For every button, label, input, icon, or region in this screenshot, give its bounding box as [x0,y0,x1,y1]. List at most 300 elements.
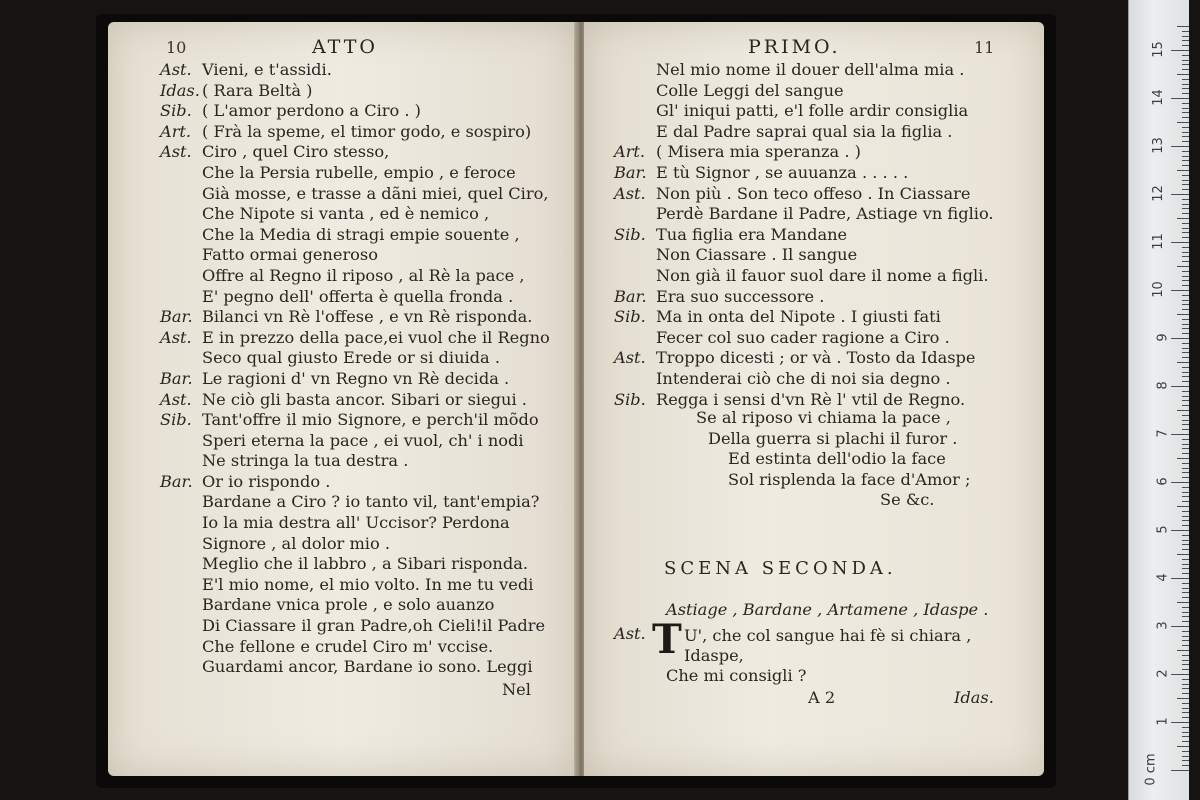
ruler-label: 14 [1151,89,1167,106]
verse-text: Ciro , quel Ciro stesso, [202,142,390,162]
ruler-tick [1171,50,1189,51]
speaker-label: Art. [160,121,192,141]
text-line [108,431,578,452]
text-line [108,595,578,616]
ruler-label: 3 [1155,621,1171,630]
speaker-label: Bar. [614,162,647,182]
drop-cap: T [652,616,682,663]
ruler-tick [1182,108,1189,109]
ruler-tick [1182,55,1189,56]
ruler-tick [1171,146,1189,147]
ruler-tick [1182,64,1189,65]
ruler-tick [1182,631,1189,632]
ruler-tick [1182,160,1189,161]
ruler-tick [1182,655,1189,656]
ruler-tick [1171,626,1189,627]
ruler-tick [1182,405,1189,406]
ruler-tick [1177,218,1189,219]
verse-text: E'l mio nome, el mio volto. In me tu vedi [202,574,534,594]
ruler-tick [1171,194,1189,195]
text-line [108,369,578,390]
scene-line-2: Idaspe, [684,646,744,665]
verse-text: Signore , al dolor mio . [202,533,391,553]
ruler-tick [1182,112,1189,113]
text-line [108,616,578,637]
ruler-tick [1182,141,1189,142]
verse-text: Guardami ancor, Bardane io sono. Leggi [202,657,533,677]
ruler-tick [1177,698,1189,699]
ruler-tick [1171,242,1189,243]
ruler-tick [1182,213,1189,214]
scene-line-3: Che mi consigli ? [666,666,807,685]
right-text-block [584,60,1044,410]
text-line [108,472,578,493]
verse-text: Fecer col suo cader ragione a Ciro . [656,327,950,347]
ruler-tick [1182,439,1189,440]
ruler-tick [1182,760,1189,761]
ruler-tick [1182,276,1189,277]
text-line [108,225,578,246]
speaker-label: Ast. [160,389,192,409]
text-line [108,451,578,472]
ruler-tick [1177,602,1189,603]
ruler-tick [1182,300,1189,301]
ruler-tick [1171,722,1189,723]
ruler-label: 7 [1155,429,1171,438]
ruler-tick [1182,669,1189,670]
ruler-tick [1171,290,1189,291]
running-head-left: ATTO [312,36,378,58]
ruler-tick [1182,324,1189,325]
verse-text: Regga i sensi d'vn Rè l' vtil de Regno. [656,389,966,409]
left-page [108,22,578,776]
text-line [584,369,1044,390]
speaker-label: Sib. [614,389,646,409]
ruler-tick [1182,429,1189,430]
ruler-tick [1182,549,1189,550]
ruler-tick [1182,180,1189,181]
ruler-tick [1182,136,1189,137]
ruler-tick [1182,463,1189,464]
verse-text: Tua figlia era Mandane [656,224,848,244]
text-line [584,245,1044,266]
verse-text: Bardane vnica prole , e solo auanzo [202,595,495,615]
verse-text: Che fellone e crudel Ciro m' vccise. [202,636,494,656]
ruler-tick [1182,151,1189,152]
verse-text: Fatto ormai generoso [202,245,378,265]
ruler-tick [1177,746,1189,747]
ruler-tick [1182,247,1189,248]
text-line [108,266,578,287]
ruler-tick [1182,751,1189,752]
text-line [108,101,578,122]
ruler-label: 5 [1155,525,1171,534]
ruler-tick [1182,717,1189,718]
verse-text: Era suo successore . [656,286,825,306]
ruler-tick [1182,453,1189,454]
verse-text: Ne stringa la tua destra . [202,451,409,471]
ruler-tick [1182,693,1189,694]
text-line [584,184,1044,205]
ruler-label: 9 [1155,333,1171,342]
speaker-label: Ast. [614,183,646,203]
speaker-label: Art. [614,142,646,162]
text-line [108,287,578,308]
text-line [108,307,578,328]
ruler-tick [1177,74,1189,75]
text-line [584,204,1044,225]
verse-text: ( Misera mia speranza . ) [656,142,861,162]
ruler-tick [1171,338,1189,339]
aria-line: Della guerra si plachi il furor . [708,428,958,448]
ruler-tick [1182,568,1189,569]
text-line [108,637,578,658]
ruler-tick [1182,496,1189,497]
ruler-tick [1182,688,1189,689]
text-line [584,307,1044,328]
text-line [584,101,1044,122]
verse-text: Ne ciò gli basta ancor. Sibari or siegui . [202,389,527,409]
page-number-right: 11 [974,38,995,57]
ruler-tick [1182,564,1189,565]
ruler-tick [1177,26,1189,27]
verse-text: ( Rara Beltà ) [202,80,313,100]
ruler-tick [1182,88,1189,89]
ruler-tick [1182,448,1189,449]
ruler-tick [1182,309,1189,310]
verse-text: Ma in onta del Nipote . I giusti fati [656,307,941,327]
ruler-tick [1182,60,1189,61]
ruler-label: 13 [1151,137,1167,154]
verse-text: Seco qual giusto Erede or si diuida . [202,348,500,368]
verse-text: Meglio che il labbro , a Sibari risponda. [202,554,529,574]
ruler-tick [1182,765,1189,766]
ruler-tick [1182,511,1189,512]
ruler-tick [1182,381,1189,382]
ruler-tick [1177,122,1189,123]
verse-text: ( L'amor perdono a Ciro . ) [202,101,421,121]
ruler-tick [1182,319,1189,320]
ruler-tick [1182,372,1189,373]
ruler-tick [1171,482,1189,483]
text-line [108,575,578,596]
ruler-tick [1182,40,1189,41]
ruler-tick [1182,573,1189,574]
ruler-tick [1182,237,1189,238]
ruler-tick [1182,93,1189,94]
aria-line: Ed estinta dell'odio la face [728,449,946,469]
ruler-tick [1171,98,1189,99]
verse-text: Colle Leggi del sangue [656,80,844,100]
verse-text: Che la Persia rubelle, empio , e feroce [202,162,516,182]
ruler-tick [1182,156,1189,157]
verse-text: Offre al Regno il riposo , al Rè la pace , [202,265,525,285]
ruler-tick [1182,343,1189,344]
verse-text: Perdè Bardane il Padre, Astiage vn figlio. [656,204,994,224]
ruler-tick [1182,520,1189,521]
catchword-left: Nel [502,680,531,699]
ruler-tick [1182,271,1189,272]
verse-text: Vieni, e t'assidi. [202,60,332,79]
ruler-tick [1182,612,1189,613]
speaker-label: Sib. [614,224,646,244]
verse-text: E tù Signor , se auuanza . . . . . [656,162,909,182]
scene-speaker: Ast. [614,624,646,643]
ruler-label: 0 cm [1143,753,1159,786]
text-line [108,513,578,534]
ruler-tick [1171,434,1189,435]
ruler-tick [1182,175,1189,176]
verse-text: Che Nipote si vanta , ed è nemico , [202,204,490,224]
ruler-tick [1182,616,1189,617]
text-line [584,287,1044,308]
speaker-label: Idas. [160,80,200,100]
ruler-tick [1182,741,1189,742]
text-line [584,142,1044,163]
ruler-label: 4 [1155,573,1171,582]
ruler-label: 1 [1155,717,1171,726]
ruler-tick [1182,69,1189,70]
verse-text: Or io rispondo . [202,471,331,491]
ruler-tick [1182,544,1189,545]
verse-text: E' pegno dell' offerta è quella fronda . [202,286,514,306]
ruler-tick [1182,36,1189,37]
text-line [108,348,578,369]
aria-line: Se &c. [880,490,935,510]
ruler-tick [1177,650,1189,651]
ruler-tick [1182,516,1189,517]
ruler-tick [1182,228,1189,229]
verse-text: Già mosse, e trasse a dãni miei, quel Ciro, [202,183,549,203]
ruler-tick [1182,232,1189,233]
ruler-tick [1182,487,1189,488]
ruler-tick [1182,208,1189,209]
speaker-label: Bar. [160,471,193,491]
text-line [584,81,1044,102]
text-line [584,163,1044,184]
text-line [108,163,578,184]
ruler-tick [1182,583,1189,584]
speaker-label: Sib. [160,101,192,121]
ruler-tick [1182,535,1189,536]
page-number-left: 10 [166,38,187,57]
verse-text: Non più . Son teco offeso . In Ciassare [656,183,971,203]
aria-line: Se al riposo vi chiama la pace , [696,408,951,427]
text-line [108,81,578,102]
ruler-tick [1177,410,1189,411]
speaker-label: Bar. [614,286,647,306]
verse-text: Di Ciassare il gran Padre,oh Cieli!il Padre [202,616,546,636]
text-line [108,554,578,575]
ruler-tick [1182,525,1189,526]
ruler-tick [1182,420,1189,421]
text-line [584,60,1044,81]
verse-text: Speri eterna la pace , ei vuol, ch' i nodi [202,430,524,450]
signature-mark: A 2 [808,688,836,707]
ruler-tick [1182,588,1189,589]
ruler-tick [1182,501,1189,502]
ruler-tick [1182,708,1189,709]
verse-text: Tant'offre il mio Signore, e perch'il mõdo [202,410,539,430]
ruler-tick [1182,621,1189,622]
ruler-tick [1182,348,1189,349]
verse-text: Che la Media di stragi empie souente , [202,224,520,244]
ruler-tick [1182,45,1189,46]
verse-text: Le ragioni d' vn Regno vn Rè decida . [202,368,510,388]
text-line [108,245,578,266]
ruler-tick [1182,295,1189,296]
ruler-tick [1182,492,1189,493]
ruler-tick [1182,415,1189,416]
speaker-label: Bar. [160,307,193,327]
ruler-tick [1182,328,1189,329]
ruler-tick [1182,540,1189,541]
ruler-tick [1182,712,1189,713]
speaker-label: Ast. [614,348,646,368]
ruler-tick [1171,674,1189,675]
text-line [108,657,578,678]
ruler-tick [1171,578,1189,579]
ruler-tick [1182,304,1189,305]
text-line [108,492,578,513]
text-line [584,348,1044,369]
ruler-tick [1182,477,1189,478]
ruler-label: 8 [1155,381,1171,390]
ruler-tick [1182,376,1189,377]
cast-list: Astiage , Bardane , Artamene , Idaspe . [666,600,989,619]
ruler-tick [1182,285,1189,286]
speaker-label: Bar. [160,368,193,388]
measuring-ruler [1128,0,1189,800]
speaker-label: Sib. [614,307,646,327]
catchword-right: Idas. [954,688,994,707]
scene-title: SCENA SECONDA. [664,558,897,579]
ruler-tick [1182,84,1189,85]
text-line [108,60,578,81]
verse-text: Gl' iniqui patti, e'l folle ardir consiglia [656,101,969,121]
ruler-label: 2 [1155,669,1171,678]
ruler-label: 15 [1151,41,1167,58]
text-line [108,390,578,411]
ruler-tick [1182,684,1189,685]
ruler-label: 6 [1155,477,1171,486]
ruler-tick [1171,530,1189,531]
ruler-tick [1182,165,1189,166]
ruler-tick [1182,607,1189,608]
text-line [108,328,578,349]
ruler-tick [1182,727,1189,728]
ruler-tick [1182,127,1189,128]
text-line [584,266,1044,287]
text-line [108,204,578,225]
ruler-tick [1177,314,1189,315]
ruler-tick [1182,204,1189,205]
ruler-tick [1182,424,1189,425]
text-line [584,328,1044,349]
verse-text: Bilanci vn Rè l'offese , e vn Rè risponda. [202,307,533,327]
ruler-tick [1177,458,1189,459]
ruler-tick [1182,79,1189,80]
verse-text: Bardane a Ciro ? io tanto vil, tant'empia? [202,492,540,512]
ruler-tick [1182,732,1189,733]
ruler-tick [1182,352,1189,353]
ruler-tick [1182,199,1189,200]
ruler-tick [1177,506,1189,507]
verse-text: Non Ciassare . Il sangue [656,245,858,265]
speaker-label: Ast. [160,142,192,162]
ruler-tick [1171,770,1189,771]
ruler-tick [1182,559,1189,560]
text-line [108,184,578,205]
right-page [584,22,1044,776]
ruler-tick [1182,472,1189,473]
ruler-tick [1182,736,1189,737]
ruler-tick [1182,333,1189,334]
ruler-tick [1182,592,1189,593]
ruler-tick [1182,252,1189,253]
ruler-tick [1182,184,1189,185]
ruler-tick [1171,386,1189,387]
ruler-tick [1182,391,1189,392]
ruler-tick [1182,132,1189,133]
ruler-tick [1177,170,1189,171]
ruler-tick [1182,31,1189,32]
verse-text: ( Frà la speme, el timor godo, e sospiro) [202,121,532,141]
speaker-label: Ast. [160,60,192,79]
ruler-tick [1182,468,1189,469]
ruler-label: 10 [1151,281,1167,298]
ruler-tick [1182,597,1189,598]
text-line [584,122,1044,143]
ruler-label: 12 [1151,185,1167,202]
ruler-tick [1182,660,1189,661]
verse-text: Intenderai ciò che di noi sia degno . [656,368,951,388]
ruler-tick [1182,103,1189,104]
running-head-right: PRIMO. [748,36,841,58]
ruler-tick [1182,357,1189,358]
ruler-label: 11 [1151,233,1167,250]
ruler-tick [1182,640,1189,641]
text-line [584,225,1044,246]
scene-line-1: U', che col sangue hai fè si chiara , [684,626,972,645]
verse-text: E in prezzo della pace,ei vuol che il Regno [202,327,550,347]
ruler-tick [1182,256,1189,257]
ruler-tick [1182,117,1189,118]
ruler-tick [1182,223,1189,224]
text-line [108,410,578,431]
ruler-tick [1182,679,1189,680]
ruler-tick [1182,756,1189,757]
verse-text: E dal Padre saprai qual sia la figlia . [656,121,953,141]
speaker-label: Sib. [160,410,192,430]
verse-text: Troppo dicesti ; or và . Tosto da Idaspe [656,348,976,368]
ruler-tick [1182,261,1189,262]
ruler-tick [1177,554,1189,555]
verse-text: Non già il fauor suol dare il nome a figli. [656,265,989,285]
ruler-tick [1182,645,1189,646]
text-line [108,122,578,143]
text-line [584,390,1044,411]
ruler-tick [1177,266,1189,267]
verse-text: Nel mio nome il douer dell'alma mia . [656,60,965,79]
ruler-tick [1182,400,1189,401]
speaker-label: Ast. [160,327,192,347]
ruler-tick [1182,189,1189,190]
ruler-tick [1182,396,1189,397]
ruler-tick [1182,444,1189,445]
verse-text: Io la mia destra all' Uccisor? Perdona [202,513,510,533]
aria-line: Sol risplenda la face d'Amor ; [728,469,971,489]
